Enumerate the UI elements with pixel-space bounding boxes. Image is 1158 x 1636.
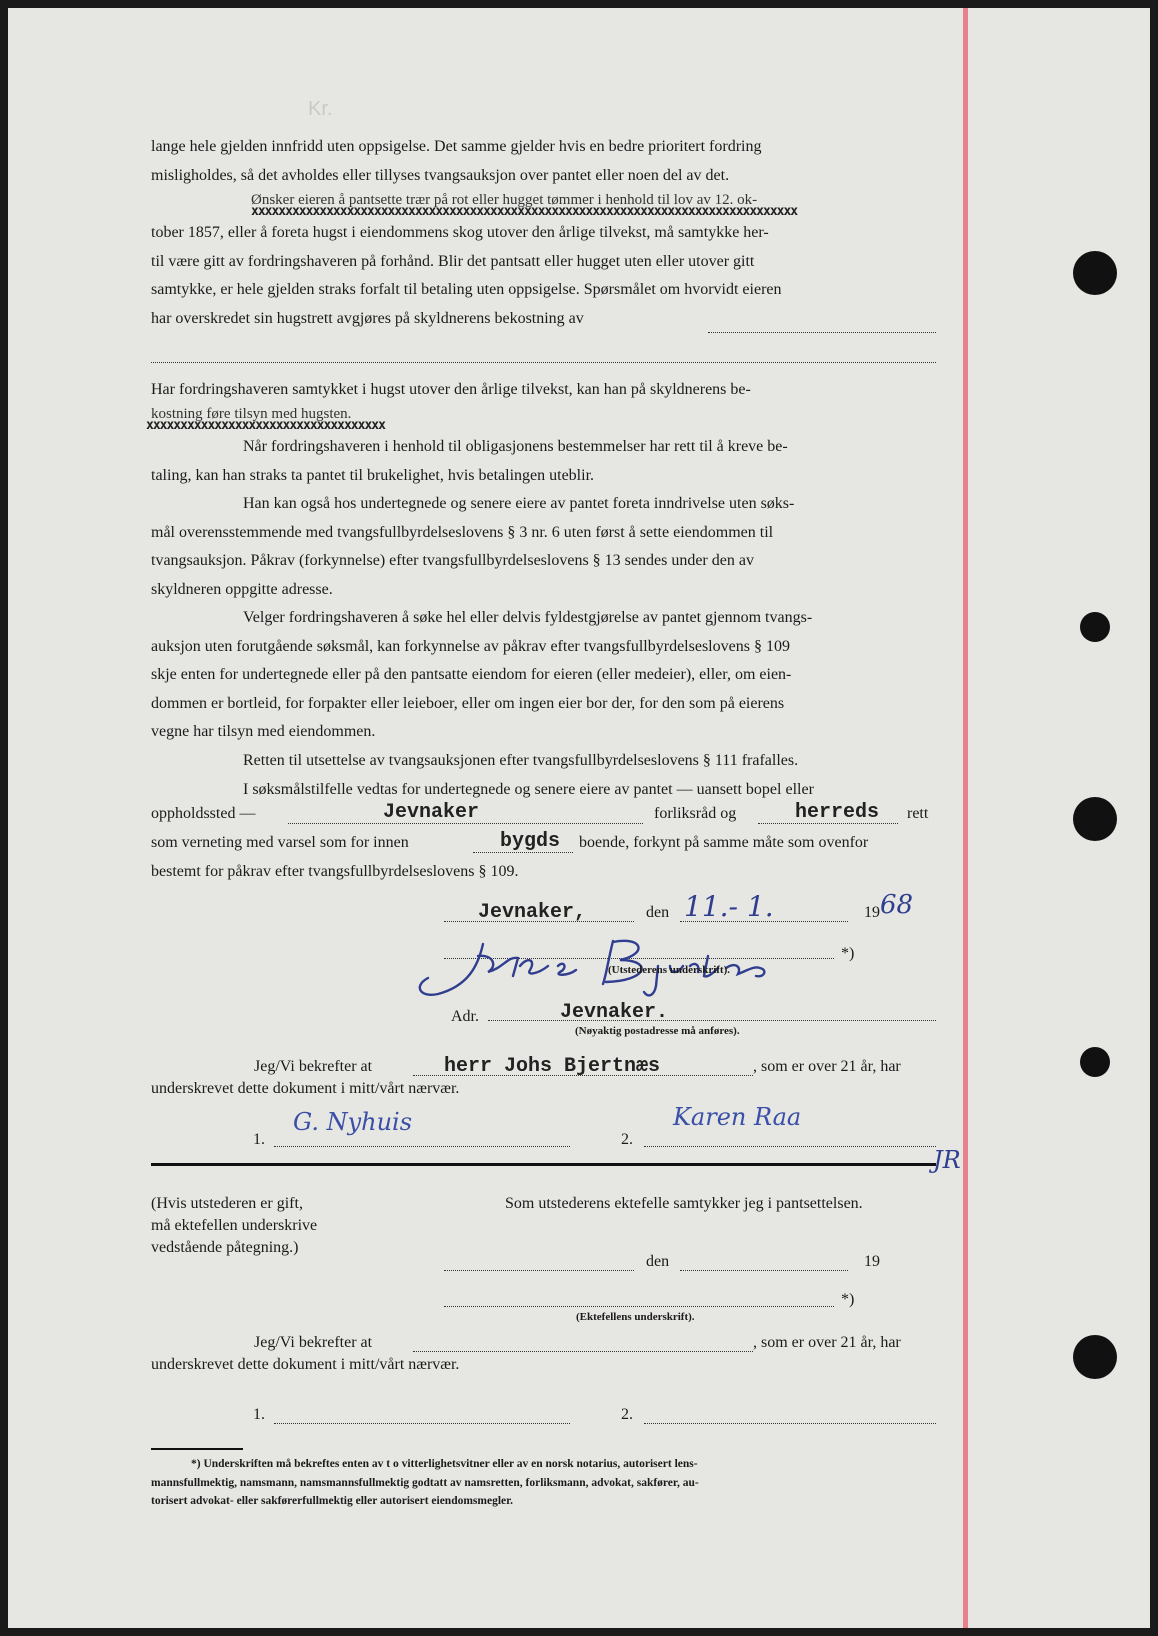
footnote-rule <box>151 1448 243 1450</box>
punch-hole <box>1080 1047 1110 1077</box>
text-line: Har fordringshaveren samtykket i hugst utover den årlige tilvekst, kan han på skyldnerens be- <box>151 381 751 398</box>
faint-show-through-text: Kr. <box>308 98 333 120</box>
typed-address: Jevnaker. <box>560 1001 669 1024</box>
witness-confirm-prefix: Jeg/Vi bekrefter at <box>254 1058 373 1075</box>
spouse-note <box>151 1193 451 1259</box>
paragraph-logging <box>151 219 936 333</box>
struck-text: kostning føre tilsyn med hugsten. <box>151 406 352 422</box>
venue-prefix: oppholdssted — <box>151 805 256 822</box>
text-line: (Hvis utstederen er gift, <box>151 1195 303 1212</box>
typed-issuer-name: herr Johs Bjertnæs <box>444 1055 661 1078</box>
footnote-line: *) Underskriften må bekreftes enten av t o vitterlighetsvitner eller av en norsk notarius, autorisert lens- <box>191 1458 698 1470</box>
paragraph-possession <box>151 433 936 490</box>
text-line: Han kan også hos undertegnede og senere eiere av pantet foreta inndrivelse uten søks- <box>243 495 795 512</box>
den-label: den <box>646 1253 670 1270</box>
footnote-line: torisert advokat- eller sakførerfullmektig eller autorisert eiendomsmegler. <box>151 1495 514 1507</box>
typed-place: Jevnaker <box>383 801 480 824</box>
venue-line3: bestemt for påkrav efter tvangsfullbyrdelseslovens § 109. <box>151 863 519 880</box>
blank-line <box>488 1020 936 1021</box>
handwritten-date: 11.- 1. <box>684 890 774 923</box>
witness-confirm-suffix: , som er over 21 år, har <box>753 1334 901 1351</box>
witness-confirm-line2: underskrevet dette dokument i mitt/vårt nærvær. <box>151 1356 460 1373</box>
text-line: må ektefellen underskrive <box>151 1217 318 1234</box>
text-line: mål overensstemmende med tvangsfullbyrdelseslovens § 3 nr. 6 uten først å sette eiendommen til <box>151 523 774 541</box>
blank-line <box>444 1270 634 1271</box>
text-line: Når fordringshaveren i henhold til obligasjonens bestemmelser har rett til å kreve be- <box>243 438 788 455</box>
footnote <box>151 1455 936 1511</box>
witness-signature-1: G. Nyhuis <box>293 1108 413 1136</box>
witness-confirm-line2: underskrevet dette dokument i mitt/vårt nærvær. <box>151 1080 460 1097</box>
witness-line-1 <box>274 1146 570 1147</box>
typed-court: herreds <box>795 801 880 824</box>
punch-hole <box>1073 251 1117 295</box>
typed-x-strikeout: xxxxxxxxxxxxxxxxxxxxxxxxxxxxxxxxxxx <box>146 418 385 433</box>
paragraph-auction <box>151 604 936 747</box>
venue-line2-suffix: boende, forkynt på samme måte som ovenfor <box>579 834 869 851</box>
typed-signing-place: Jevnaker, <box>478 901 587 924</box>
witness-line-2 <box>644 1146 936 1147</box>
typed-x-strikeout: xxxxxxxxxxxxxxxxxxxxxxxxxxxxxxxxxxxxxxxxxxxxxxxxxxxxxxxxxxxxxxxxxxxxxxxxxxxxxxxx <box>251 204 798 219</box>
text-line: lange hele gjelden innfridd uten oppsigelse. Det samme gjelder hvis en bedre prioritert fordring <box>151 138 762 155</box>
venue-mid: forliksråd og <box>654 805 737 822</box>
margin-red-line <box>963 8 968 1628</box>
text-line: tvangsauksjon. Påkrav (forkynnelse) efter tvangsfullbyrdelseslovens § 13 sendes under den av <box>151 552 754 569</box>
venue-suffix: rett <box>907 805 929 822</box>
asterisk: *) <box>841 945 855 962</box>
text-line: tober 1857, eller å foreta hugst i eiendommens skog utover den årlige tilvekst, må samtykke her- <box>151 224 769 241</box>
spouse-signature-line <box>444 1306 834 1307</box>
text-line: til være gitt av fordringshaveren på forhånd. Blir det pantsatt eller hugget uten eller utover gitt <box>151 252 755 270</box>
paragraph-enforcement <box>151 490 936 604</box>
blank-line <box>708 332 936 333</box>
section-divider <box>151 1163 936 1166</box>
handwritten-initials: JR <box>933 1146 961 1174</box>
text-line: Velger fordringshaveren å søke hel eller delvis fyldestgjørelse av pantet gjennom tvangs- <box>243 609 813 626</box>
paragraph-waiver <box>151 747 936 804</box>
spouse-consent: Som utstederens ektefelle samtykker jeg i pantsettelsen. <box>505 1195 863 1212</box>
typed-area: bygds <box>500 830 561 853</box>
punch-hole <box>1073 797 1117 841</box>
witness-number: 2. <box>621 1406 633 1423</box>
text-line: skyldneren oppgitte adresse. <box>151 580 333 598</box>
handwritten-year: 68 <box>880 890 914 920</box>
text-line: dommen er bortleid, for forpakter eller leieboer, eller om ingen eier bor der, for den som på eierens <box>151 694 785 712</box>
year-prefix: 19 <box>864 904 880 921</box>
paragraph-default-clause <box>151 133 936 190</box>
witness-line-1 <box>274 1423 570 1424</box>
punch-hole <box>1080 612 1110 642</box>
blank-line <box>151 362 936 363</box>
footnote-line: mannsfullmektig, namsmann, namsmannsfullmektig godtatt av namsretten, forliksmann, advokat, sakfører, au- <box>151 1476 699 1489</box>
struck-text: Ønsker eieren å pantsette trær på rot eller hugget tømmer i henhold til lov av 12. ok- <box>251 192 758 208</box>
witness-line-2 <box>644 1423 936 1424</box>
text-line: vedstående påtegning.) <box>151 1239 299 1256</box>
witness-confirm-suffix: , som er over 21 år, har <box>753 1058 901 1075</box>
document-page <box>8 8 1150 1628</box>
paragraph-supervision <box>151 376 936 405</box>
witness-number: 1. <box>253 1131 265 1148</box>
signature-caption: (Utstederens underskrift). <box>608 964 731 976</box>
text-line: vegne har tilsyn med eiendommen. <box>151 723 376 740</box>
address-label: Adr. <box>451 1008 479 1025</box>
spouse-signature-caption: (Ektefellens underskrift). <box>576 1311 695 1323</box>
year-prefix: 19 <box>864 1253 880 1270</box>
text-line: auksjon uten forutgående søksmål, kan forkynnelse av påkrav efter tvangsfullbyrdelseslovens § 109 <box>151 637 790 655</box>
issuer-signature <box>408 926 788 1006</box>
witness-signature-2: Karen Raa <box>673 1103 802 1131</box>
text-line: Retten til utsettelse av tvangsauksjonen efter tvangsfullbyrdelseslovens § 111 frafalles. <box>243 752 799 769</box>
text-line: misligholdes, så det avholdes eller tillyses tvangsauksjon over pantet eller noen del av det. <box>151 166 730 184</box>
punch-hole <box>1073 1335 1117 1379</box>
witness-number: 2. <box>621 1131 633 1148</box>
witness-number: 1. <box>253 1406 265 1423</box>
blank-line <box>413 1351 753 1352</box>
text-line: skje enten for undertegnede eller på den pantsatte eiendom for eieren (eller medeier), eller, om eien- <box>151 666 792 683</box>
witness-confirm-prefix: Jeg/Vi bekrefter at <box>254 1334 373 1351</box>
text-line: har overskredet sin hugstrett avgjøres på skyldnerens bekostning av <box>151 309 584 327</box>
address-caption: (Nøyaktig postadresse må anføres). <box>575 1025 740 1037</box>
asterisk: *) <box>841 1291 855 1308</box>
text-line: samtykke, er hele gjelden straks forfalt til betaling uten oppsigelse. Spørsmålet om hvorvidt eieren <box>151 281 782 298</box>
text-line: taling, kan han straks ta pantet til brukelighet, hvis betalingen uteblir. <box>151 466 595 484</box>
venue-line2-prefix: som verneting med varsel som for innen <box>151 834 409 851</box>
den-label: den <box>646 904 670 921</box>
blank-line <box>680 1270 848 1271</box>
text-line: I søksmålstilfelle vedtas for undertegnede og senere eiere av pantet — uansett bopel eller <box>243 780 814 798</box>
